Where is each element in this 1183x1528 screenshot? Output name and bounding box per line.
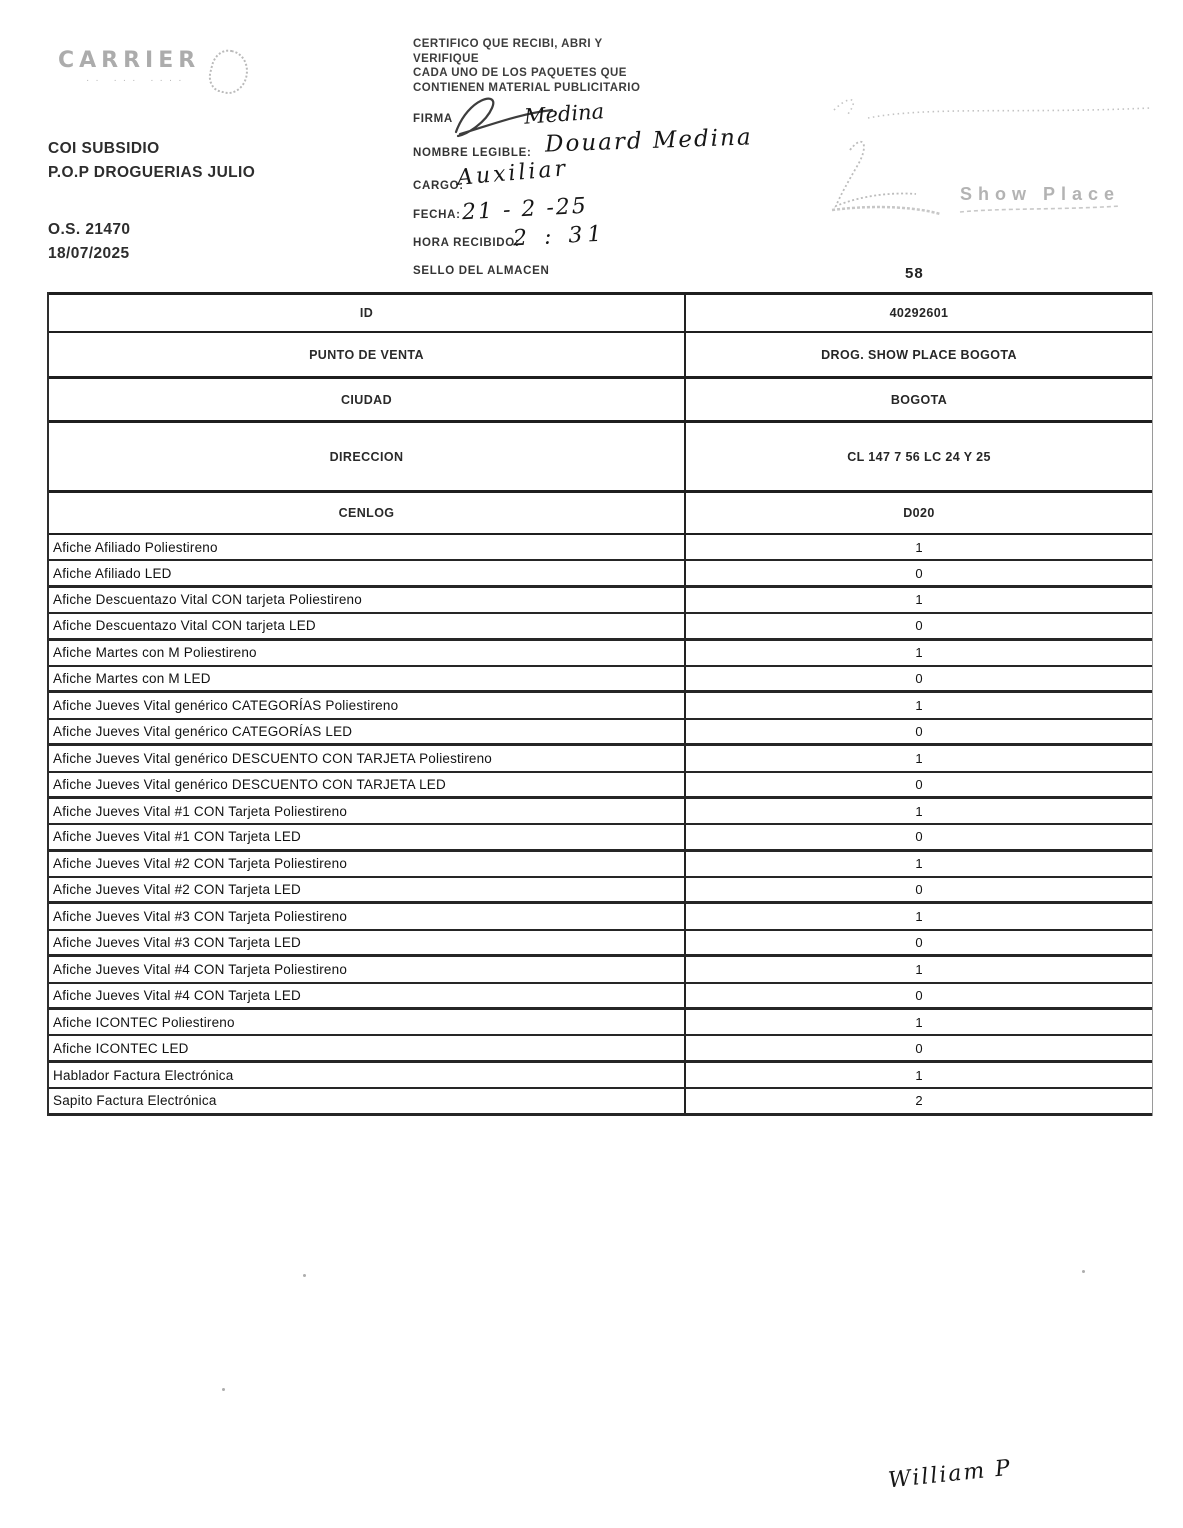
table-row bbox=[49, 852, 1152, 878]
item-qty: 1 bbox=[915, 698, 923, 714]
table-row bbox=[49, 984, 1152, 1010]
logo-swirl-icon bbox=[205, 46, 253, 98]
item-name: Afiche ICONTEC Poliestireno bbox=[49, 1010, 686, 1034]
sello-almacen-label: SELLO DEL ALMACEN bbox=[413, 265, 550, 277]
table-row bbox=[49, 799, 1152, 825]
item-qty: 0 bbox=[915, 987, 923, 1003]
fecha-label: FECHA: bbox=[413, 209, 461, 221]
item-name: Afiche Jueves Vital genérico CATEGORÍAS Poliestireno bbox=[49, 693, 686, 717]
table-row bbox=[49, 295, 1152, 333]
table-row bbox=[49, 931, 1152, 957]
firma-handwritten-name: Medina bbox=[523, 99, 605, 129]
table-row bbox=[49, 773, 1152, 799]
scan-speck bbox=[303, 1274, 306, 1277]
item-name: Afiche Jueves Vital genérico DESCUENTO CON TARJETA LED bbox=[49, 773, 686, 796]
certification-line: VERIFIQUE bbox=[413, 52, 480, 65]
item-qty: 1 bbox=[915, 645, 923, 661]
campaign-title: P.O.P DROGUERIAS JULIO bbox=[48, 164, 256, 181]
item-qty: 0 bbox=[915, 565, 923, 581]
nombre-legible-handwritten: Douard Medina bbox=[544, 124, 753, 158]
info-row-value: 40292601 bbox=[889, 306, 949, 320]
order-number: O.S. 21470 bbox=[48, 221, 131, 238]
certification-line: CONTIENEN MATERIAL PUBLICITARIO bbox=[413, 81, 641, 94]
info-row-label: CIUDAD bbox=[49, 379, 686, 420]
info-row-value: BOGOTA bbox=[890, 392, 948, 407]
item-name: Afiche Jueves Vital #3 CON Tarjeta LED bbox=[49, 931, 686, 954]
item-qty: 0 bbox=[915, 723, 923, 739]
firma-label: FIRMA bbox=[413, 113, 453, 125]
item-name: Afiche Jueves Vital #1 CON Tarjeta LED bbox=[49, 825, 686, 848]
item-name: Afiche Afiliado Poliestireno bbox=[49, 535, 686, 559]
bottom-signature-handwritten: William P bbox=[887, 1455, 1014, 1494]
item-qty: 1 bbox=[915, 1014, 923, 1030]
table-row bbox=[49, 746, 1152, 772]
item-qty: 0 bbox=[915, 1040, 923, 1056]
item-name: Afiche Jueves Vital genérico CATEGORÍAS LED bbox=[49, 720, 686, 743]
scan-speck bbox=[222, 1388, 225, 1391]
item-name: Afiche Martes con M LED bbox=[49, 667, 686, 690]
item-qty: 1 bbox=[915, 592, 923, 608]
table-row bbox=[49, 825, 1152, 851]
table-row bbox=[49, 1010, 1152, 1036]
warehouse-stamp-area bbox=[820, 88, 1170, 228]
info-row-label: DIRECCION bbox=[49, 423, 686, 490]
table-row bbox=[49, 957, 1152, 983]
item-name: Afiche Jueves Vital #4 CON Tarjeta LED bbox=[49, 984, 686, 1007]
item-name: Afiche Jueves Vital #2 CON Tarjeta Poliestireno bbox=[49, 852, 686, 876]
info-row-label: ID bbox=[49, 295, 686, 331]
item-name: Afiche ICONTEC LED bbox=[49, 1036, 686, 1059]
subsidiary-title: COI SUBSIDIO bbox=[48, 140, 160, 157]
item-name: Afiche Jueves Vital genérico DESCUENTO CON TARJETA Poliestireno bbox=[49, 746, 686, 770]
item-name: Afiche Jueves Vital #4 CON Tarjeta Poliestireno bbox=[49, 957, 686, 981]
item-name: Afiche Jueves Vital #2 CON Tarjeta LED bbox=[49, 878, 686, 901]
info-row-value: DROG. SHOW PLACE BOGOTA bbox=[821, 347, 1017, 362]
item-qty: 2 bbox=[915, 1093, 923, 1109]
item-name: Afiche Descuentazo Vital CON tarjeta LED bbox=[49, 614, 686, 637]
item-name: Sapito Factura Electrónica bbox=[49, 1089, 686, 1112]
table-row bbox=[49, 641, 1152, 667]
item-qty: 1 bbox=[915, 856, 923, 872]
table-row bbox=[49, 878, 1152, 904]
item-name: Hablador Factura Electrónica bbox=[49, 1063, 686, 1087]
delivery-table bbox=[47, 292, 1153, 1116]
certification-line: CADA UNO DE LOS PAQUETES QUE bbox=[413, 67, 627, 79]
item-name: Afiche Descuentazo Vital CON tarjeta Poliestireno bbox=[49, 588, 686, 612]
hora-recibido-label: HORA RECIBIDO: bbox=[413, 237, 520, 249]
certification-text bbox=[413, 37, 703, 95]
stamp-text-glyph: Show Place bbox=[960, 184, 1121, 204]
scan-speck bbox=[1082, 1270, 1085, 1273]
page-number: 58 bbox=[905, 265, 924, 282]
table-row bbox=[49, 561, 1152, 587]
info-rows bbox=[49, 292, 1152, 535]
table-row bbox=[49, 333, 1152, 379]
order-date: 18/07/2025 bbox=[48, 245, 130, 262]
item-rows bbox=[49, 535, 1152, 1116]
item-name: Afiche Jueves Vital #3 CON Tarjeta Poliestireno bbox=[49, 904, 686, 928]
hora-recibido-handwritten: 2 : 31 bbox=[512, 221, 607, 252]
info-row-value: CL 147 7 56 LC 24 Y 25 bbox=[847, 449, 991, 464]
item-qty: 0 bbox=[915, 829, 923, 845]
item-qty: 0 bbox=[915, 671, 923, 687]
item-qty: 0 bbox=[915, 618, 923, 634]
item-qty: 0 bbox=[915, 776, 923, 792]
cargo-label: CARGO: bbox=[413, 180, 464, 192]
table-row bbox=[49, 614, 1152, 640]
certification-line: CERTIFICO QUE RECIBI, ABRI Y bbox=[413, 38, 603, 50]
table-row bbox=[49, 1036, 1152, 1062]
company-logo-text: CARRIER bbox=[58, 48, 201, 73]
info-row-value: D020 bbox=[903, 506, 935, 520]
item-qty: 1 bbox=[915, 961, 923, 977]
table-row bbox=[49, 379, 1152, 423]
table-row bbox=[49, 588, 1152, 614]
table-row bbox=[49, 904, 1152, 930]
item-qty: 1 bbox=[915, 1067, 923, 1083]
item-qty: 1 bbox=[915, 803, 923, 819]
item-qty: 1 bbox=[915, 539, 923, 555]
table-row bbox=[49, 693, 1152, 719]
table-row bbox=[49, 720, 1152, 746]
info-row-label: CENLOG bbox=[49, 493, 686, 533]
fecha-handwritten: 21 - 2 -25 bbox=[461, 193, 589, 226]
nombre-legible-label: NOMBRE LEGIBLE: bbox=[413, 147, 532, 159]
table-row bbox=[49, 1063, 1152, 1089]
item-qty: 0 bbox=[915, 935, 923, 951]
cargo-handwritten: Auxiliar bbox=[456, 156, 570, 191]
company-logo bbox=[58, 48, 200, 86]
table-row bbox=[49, 667, 1152, 693]
item-name: Afiche Martes con M Poliestireno bbox=[49, 641, 686, 665]
company-logo-subtext: ·· ··· ···· bbox=[86, 75, 188, 86]
table-row bbox=[49, 535, 1152, 561]
table-row bbox=[49, 1089, 1152, 1115]
item-name: Afiche Jueves Vital #1 CON Tarjeta Poliestireno bbox=[49, 799, 686, 823]
item-qty: 0 bbox=[915, 882, 923, 898]
item-qty: 1 bbox=[915, 750, 923, 766]
item-qty: 1 bbox=[915, 909, 923, 925]
item-name: Afiche Afiliado LED bbox=[49, 561, 686, 584]
table-row bbox=[49, 493, 1152, 535]
table-row bbox=[49, 423, 1152, 493]
info-row-label: PUNTO DE VENTA bbox=[49, 333, 686, 376]
